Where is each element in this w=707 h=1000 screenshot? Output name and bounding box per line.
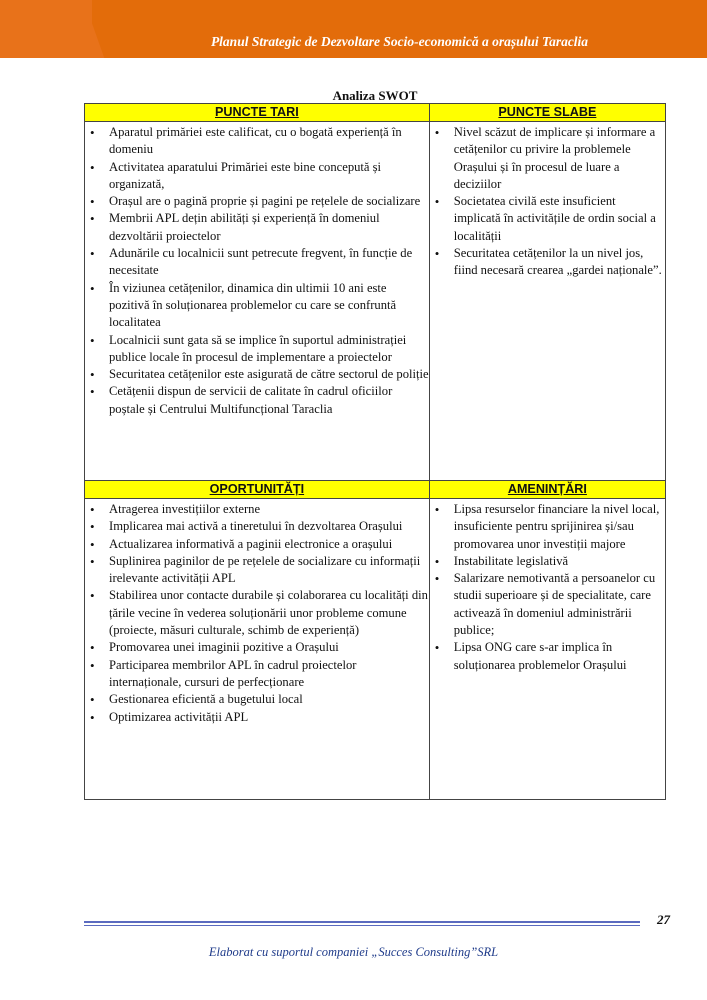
- list-item: • Localnicii sunt gata să se implice în suportul administrației publice locale în procesul de implementare a proiectelor: [109, 332, 429, 367]
- list-item: • Membrii APL dețin abilități și experiență în domeniul dezvoltării proiectelor: [109, 210, 429, 245]
- footer-rule: [84, 921, 640, 923]
- swot-table: [84, 103, 666, 800]
- list-item: • Securitatea cetățenilor este asigurată de către sectorul de poliție: [109, 366, 429, 383]
- list-item: • Adunările cu localnicii sunt petrecute fregvent, în funcție de necesitate: [109, 245, 429, 280]
- threats-list: [430, 499, 665, 678]
- opportunities-header: OPORTUNITĂȚI: [85, 481, 430, 499]
- list-item: • Cetățenii dispun de servicii de calitate în cadrul oficiilor poștale și Centrului Multifuncțional Taraclia: [109, 383, 429, 418]
- list-item: • Lipsa resurselor financiare la nivel local, insuficiente pentru sprijinirea și/sau promovarea unor investiții majore: [454, 501, 665, 553]
- page-number: 27: [657, 912, 670, 927]
- list-item: • Participarea membrilor APL în cadrul proiectelor internaționale, cursuri de perfecționare: [109, 657, 429, 692]
- list-item: • Atragerea investițiilor externe: [109, 501, 429, 518]
- strengths-cell: [85, 122, 430, 481]
- list-item: • În viziunea cetățenilor, dinamica din ultimii 10 ani este pozitivă în soluționarea problemelor cu care se confruntă localitatea: [109, 280, 429, 332]
- threats-cell: [429, 499, 665, 800]
- table-title: Analiza SWOT: [332, 88, 418, 103]
- table-row: [85, 122, 666, 481]
- weaknesses-cell: [429, 122, 665, 481]
- threats-header: AMENINȚĂRI: [429, 481, 665, 499]
- list-item: • Nivel scăzut de implicare și informare a cetățenilor cu privire la problemele Orașului și în procesul de luare a deciziilor: [454, 124, 665, 193]
- opportunities-cell: [85, 499, 430, 800]
- list-item: • Salarizare nemotivantă a persoanelor cu studii superioare și de specialitate, care activează în domeniul administrării publice;: [454, 570, 665, 639]
- list-item: • Securitatea cetățenilor la un nivel jos, fiind necesară crearea „gardei naționale”.: [454, 245, 665, 280]
- strengths-list: [85, 122, 429, 422]
- list-item: • Societatea civilă este insuficient implicată în activitățile de ordin social a localității: [454, 193, 665, 245]
- list-item: • Actualizarea informativă a paginii electronice a orașului: [109, 536, 429, 553]
- list-item: • Orașul are o pagină proprie și pagini pe rețelele de socializare: [109, 193, 429, 210]
- table-header-row: [85, 481, 666, 499]
- list-item: • Gestionarea eficientă a bugetului local: [109, 691, 429, 708]
- strengths-header: PUNCTE TARI: [85, 104, 430, 122]
- weaknesses-list: [430, 122, 665, 284]
- table-header-row: [85, 104, 666, 122]
- list-item: • Aparatul primăriei este calificat, cu o bogată experiență în domeniu: [109, 124, 429, 159]
- weaknesses-header: PUNCTE SLABE: [429, 104, 665, 122]
- table-row: [85, 499, 666, 800]
- opportunities-list: [85, 499, 429, 730]
- list-item: • Promovarea unei imaginii pozitive a Orașului: [109, 639, 429, 656]
- list-item: • Activitatea aparatului Primăriei este bine concepută și organizată,: [109, 159, 429, 194]
- list-item: • Optimizarea activității APL: [109, 709, 429, 726]
- list-item: • Suplinirea paginilor de pe rețelele de socializare cu informații irelevante activității APL: [109, 553, 429, 588]
- list-item: • Implicarea mai activă a tineretului în dezvoltarea Orașului: [109, 518, 429, 535]
- footer-rule-thin: [84, 925, 640, 926]
- list-item: • Instabilitate legislativă: [454, 553, 665, 570]
- footer-credit: Elaborat cu suportul companiei „Succes Consulting”SRL: [208, 945, 499, 959]
- list-item: • Lipsa ONG care s-ar implica în soluționarea problemelor Orașului: [454, 639, 665, 674]
- list-item: • Stabilirea unor contacte durabile și colaborarea cu localități din țările vecine în vederea soluționării unor probleme comune (proiecte, măsuri culturale, schimb de experiență): [109, 587, 429, 639]
- document-header-title: Planul Strategic de Dezvoltare Socio-economică a orașului Taraclia: [210, 34, 589, 49]
